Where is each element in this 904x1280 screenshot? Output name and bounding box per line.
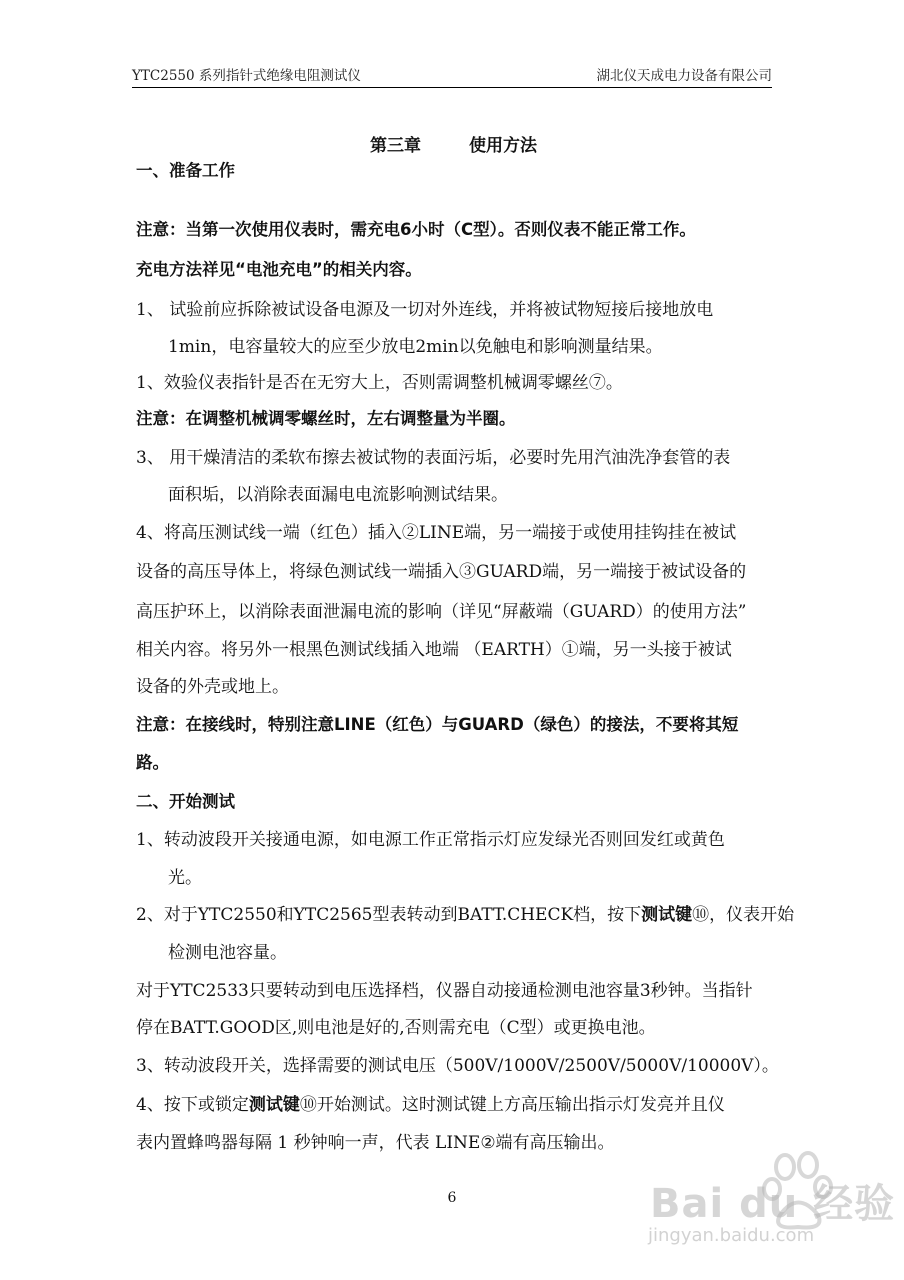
chapter-number: 第三章 xyxy=(370,136,421,156)
test-step-1-line-1: 1、转动波段开关接通电源，如电源工作正常指示灯应发绿光否则回发红或黄色 xyxy=(136,830,725,850)
test-step-2-line-1 xyxy=(136,903,794,927)
test-step-2-line-3: 对于YTC2533只要转动到电压选择档，仪器自动接通检测电池容量3秒钟。当指针 xyxy=(136,981,753,1001)
test-step-2-line-4: 停在BATT.GOOD区,则电池是好的,否则需充电（C型）或更换电池。 xyxy=(136,1018,656,1038)
section-start: 二、开始测试 xyxy=(136,792,235,811)
test-step-4-line-1 xyxy=(136,1093,725,1117)
test-key-label-2: 测试键 xyxy=(248,1095,300,1115)
step-4-line-3: 高压护环上，以消除表面泄漏电流的影响（详见“屏蔽端（GUARD）的使用方法” xyxy=(136,602,747,622)
test-step-4-text-pre: 4、按下或锁定 xyxy=(136,1095,249,1115)
section-prep: 一、准备工作 xyxy=(136,161,235,180)
note-charge: 注意：当第一次使用仪表时，需充电6小时（C型）。否则仪表不能正常工作。 xyxy=(136,220,696,239)
watermark-url: jingyan.baidu.com xyxy=(648,1225,815,1246)
step-2: 1、效验仪表指针是否在无穷大上，否则需调整机械调零螺丝⑦。 xyxy=(136,373,623,393)
test-step-4-text-post: ⑩开始测试。这时测试键上方高压输出指示灯发亮并且仪 xyxy=(299,1095,725,1115)
test-step-2-text-post: ⑩，仪表开始 xyxy=(692,905,795,925)
header-left: YTC2550 系列指针式绝缘电阻测试仪 xyxy=(132,68,361,84)
step-4-line-5: 设备的外壳或地上。 xyxy=(136,677,289,697)
test-step-1-line-2: 光。 xyxy=(168,868,202,888)
test-key-label: 测试键 xyxy=(641,905,693,925)
note-zero-screw: 注意：在调整机械调零螺丝时，左右调整量为半圈。 xyxy=(136,409,516,428)
step-4-line-1: 4、将高压测试线一端（红色）插入②LINE端，另一端接于或使用挂钩挂在被试 xyxy=(136,523,737,543)
test-step-2-line-2: 检测电池容量。 xyxy=(168,943,287,963)
note-wiring-cont: 路。 xyxy=(136,753,169,772)
step-4-line-2: 设备的高压导体上，将绿色测试线一端插入③GUARD端，另一端接于被试设备的 xyxy=(136,562,747,582)
note-charge-cont: 充电方法祥见“电池充电”的相关内容。 xyxy=(136,260,422,279)
note-wiring: 注意：在接线时，特别注意LINE（红色）与GUARD（绿色）的接法，不要将其短 xyxy=(136,715,739,734)
page-number: 6 xyxy=(447,1190,457,1206)
test-step-4-line-2: 表内置蜂鸣器每隔 1 秒钟响一声，代表 LINE②端有高压输出。 xyxy=(136,1133,615,1153)
step-1-line-2: 1min，电容量较大的应至少放电2min以免触电和影响测量结果。 xyxy=(168,337,663,357)
step-3-line-1: 3、 用干燥清洁的柔软布擦去被试物的表面污垢，必要时先用汽油洗净套管的表 xyxy=(136,448,731,468)
chapter-name: 使用方法 xyxy=(469,136,537,156)
chapter-title xyxy=(370,134,537,158)
page-header xyxy=(132,64,772,88)
step-4-line-4: 相关内容。将另外一根黑色测试线插入地端 （EARTH）①端，另一头接于被试 xyxy=(136,640,732,660)
test-step-2-text-pre: 2、对于YTC2550和YTC2565型表转动到BATT.CHECK档，按下 xyxy=(136,905,642,925)
header-right: 湖北仪天成电力设备有限公司 xyxy=(596,68,772,84)
step-1-line-1: 1、 试验前应拆除被试设备电源及一切对外连线，并将被试物短接后接地放电 xyxy=(136,300,714,320)
step-3-line-2: 面积垢，以消除表面漏电电流影响测试结果。 xyxy=(168,485,508,505)
watermark-brand: Bai du 经验 xyxy=(650,1181,896,1227)
test-step-3: 3、转动波段开关，选择需要的测试电压（500V/1000V/2500V/5000V/10000V）。 xyxy=(136,1056,779,1076)
